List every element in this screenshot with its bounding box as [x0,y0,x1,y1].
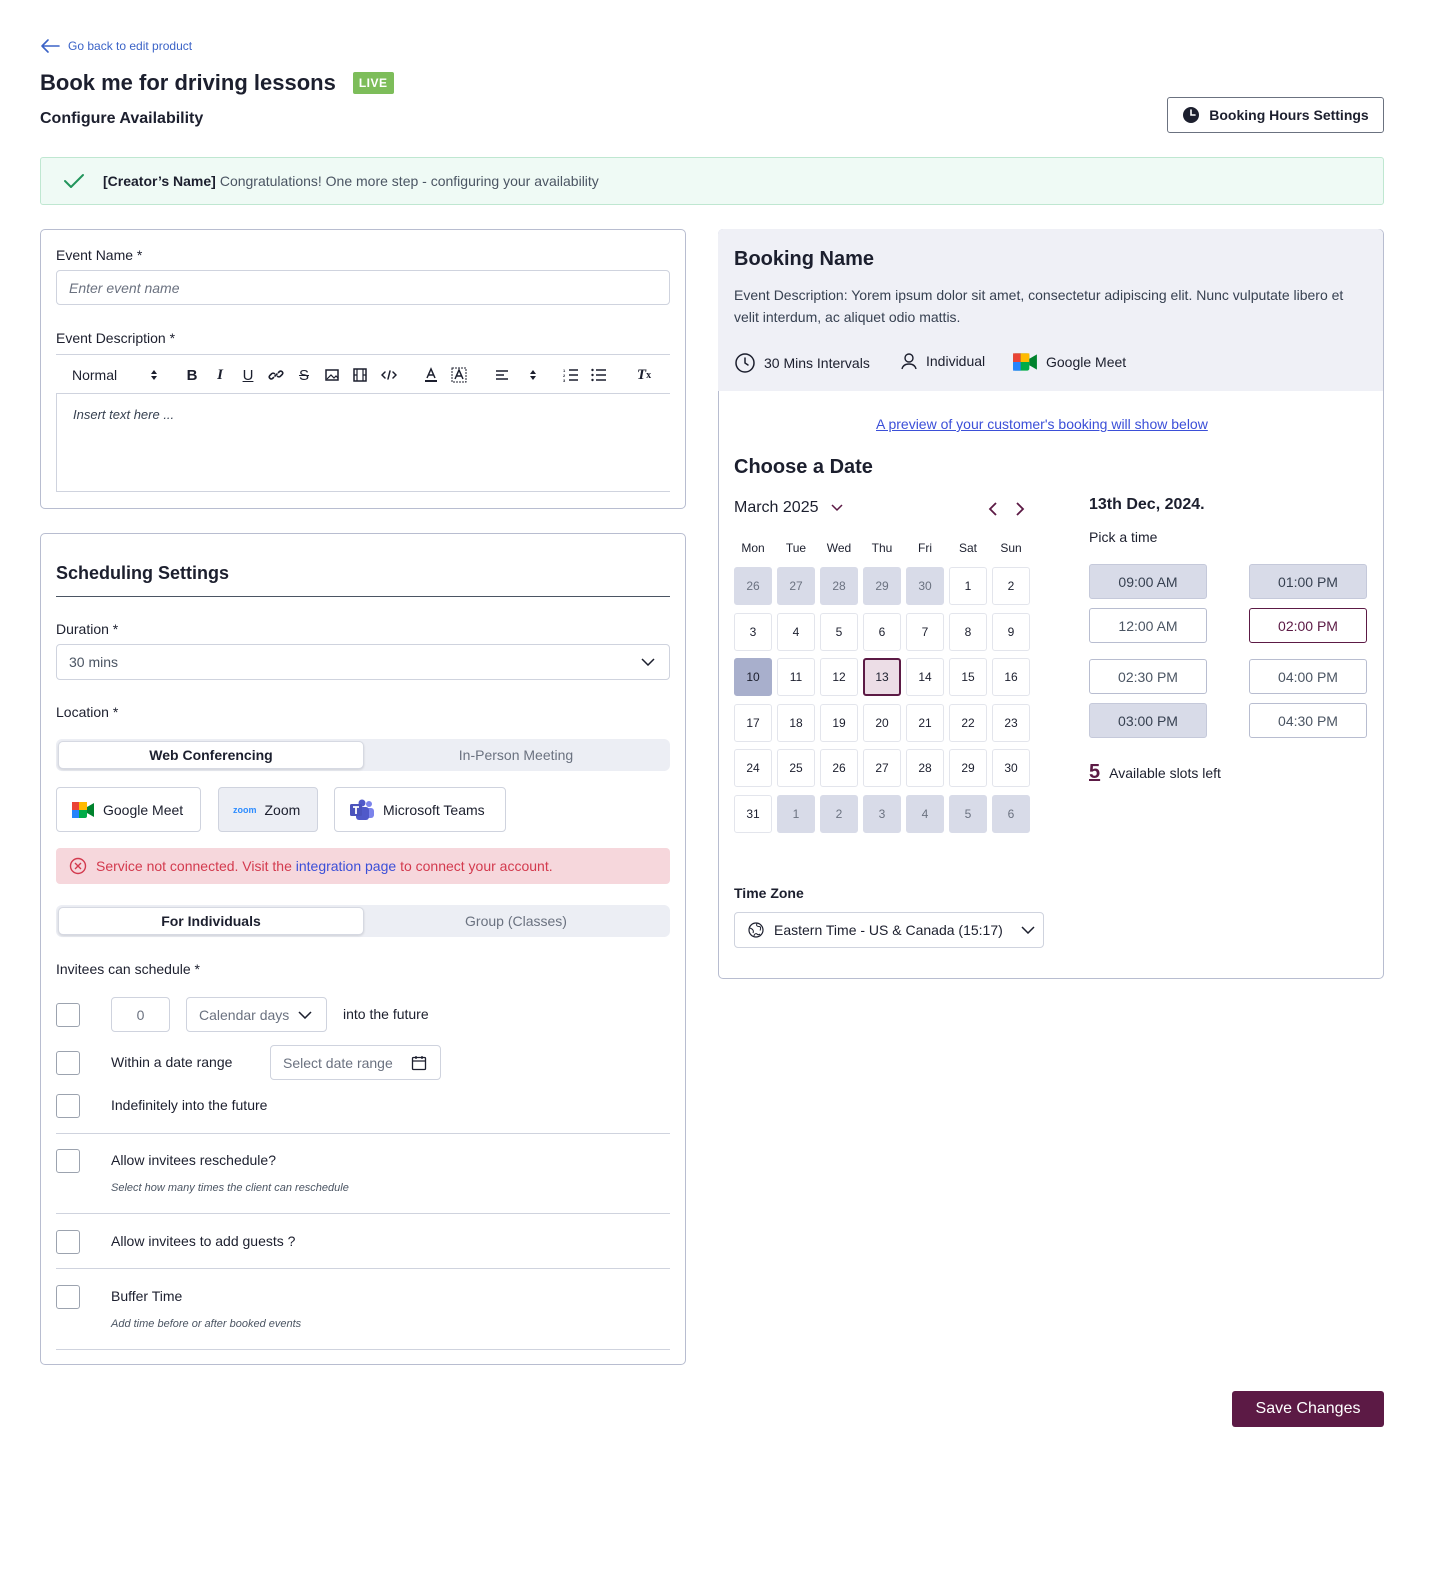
calendar-day[interactable]: 22 [949,704,987,742]
within-date-range-label: Within a date range [111,1054,233,1070]
calendar-day[interactable]: 27 [777,567,815,605]
back-link[interactable] [40,38,192,54]
location-tabs [56,739,670,771]
google-meet-icon [1012,351,1038,373]
calendar-day[interactable]: 3 [863,795,901,833]
calendar-day[interactable]: 29 [863,567,901,605]
align-select-arrows-icon[interactable] [524,365,542,385]
time-slot[interactable]: 04:00 PM [1249,659,1367,694]
clock-outline-icon [734,352,756,374]
timezone-label: Time Zone [734,885,804,901]
calendar-day[interactable]: 21 [906,704,944,742]
calendar-day[interactable]: 6 [992,795,1030,833]
interval-label: 30 Mins Intervals [764,355,870,371]
time-slot[interactable]: 03:00 PM [1089,703,1207,738]
time-slot[interactable]: 02:30 PM [1089,659,1207,694]
weekday-label: Thu [871,541,893,555]
available-slots-label: Available slots left [1109,765,1221,781]
clock-icon [1182,106,1200,124]
days-count-input[interactable]: 0 [111,997,170,1032]
choose-date-title: Choose a Date [734,456,873,478]
ordered-list-icon[interactable] [562,365,580,385]
calendar-day[interactable]: 17 [734,704,772,742]
google-meet-label: Google Meet [103,801,184,818]
zoom-button[interactable] [218,787,318,832]
banner-message: Congratulations! One more step - configuring your availability [219,173,599,189]
location-label: Location * [56,704,119,720]
calendar-day[interactable]: 26 [734,567,772,605]
user-icon [900,352,918,370]
bold-icon[interactable]: B [186,366,198,384]
svg-text:3: 3 [563,378,566,382]
text-color-icon[interactable] [422,365,440,385]
section-rule [56,596,670,597]
calendar-day[interactable]: 2 [820,795,858,833]
calendar-day[interactable]: 27 [863,749,901,787]
tab-in-person-meeting[interactable]: In-Person Meeting [458,747,574,763]
error-suffix: to connect your account. [400,858,553,874]
highlight-color-icon[interactable] [450,365,468,385]
days-unit-value: Calendar days [199,1006,290,1023]
booking-type-tabs [56,905,670,937]
booking-description: Event Description: Yorem ipsum dolor sit amet, consectetur adipiscing elit. Nunc vulputate libero et velit interdum, ac aliquet odio mattis. [734,287,1344,325]
page-title: Book me for driving lessons [40,70,336,95]
success-banner [40,157,1384,205]
platform-meta [1012,351,1126,373]
date-range-placeholder: Select date range [283,1054,393,1071]
error-circle-icon [69,857,87,875]
calendar-day[interactable]: 16 [992,658,1030,696]
reschedule-hint: Select how many times the client can reschedule [111,1182,349,1194]
calendar-day[interactable]: 11 [777,658,815,696]
calendar-day[interactable]: 25 [777,749,815,787]
duration-select[interactable] [56,644,670,680]
calendar-day[interactable]: 6 [863,613,901,651]
align-left-icon[interactable] [493,365,511,385]
preview-link[interactable]: A preview of your customer's booking will show below [876,416,1208,432]
divider [56,1133,670,1134]
calendar-day[interactable]: 26 [820,749,858,787]
interval-meta [734,352,870,374]
type-label: Individual [926,353,986,369]
integration-page-link[interactable]: integration page [295,858,397,874]
check-icon [63,173,85,189]
calendar-day[interactable]: 30 [906,567,944,605]
calendar-day[interactable]: 3 [734,613,772,651]
reschedule-label: Allow invitees reschedule? [111,1152,276,1168]
calendar-day-selected[interactable]: 13 [863,658,901,696]
underline-icon[interactable]: U [242,366,254,384]
duration-value: 30 mins [69,654,119,670]
add-guests-checkbox[interactable] [56,1230,80,1254]
calendar-day[interactable]: 28 [820,567,858,605]
arrow-left-icon [40,38,60,54]
microsoft-teams-label: Microsoft Teams [383,801,485,818]
link-icon[interactable] [267,365,285,385]
type-meta [900,352,985,370]
booking-hours-settings-label: Booking Hours Settings [1209,107,1369,123]
live-badge: LIVE [353,72,394,94]
calendar-day[interactable]: 1 [949,567,987,605]
weekday-label: Fri [918,541,932,555]
indefinitely-checkbox[interactable] [56,1094,80,1118]
reschedule-checkbox[interactable] [56,1149,80,1173]
calendar-day[interactable]: 4 [777,613,815,651]
sort-arrows-icon [150,369,158,381]
svg-text:2: 2 [563,373,566,378]
google-meet-button[interactable] [56,787,201,832]
tab-group-classes[interactable]: Group (Classes) [465,913,567,929]
selected-date-label: 13th Dec, 2024. [1089,496,1205,513]
time-slot[interactable]: 04:30 PM [1249,703,1367,738]
buffer-time-hint: Add time before or after booked events [111,1318,302,1330]
code-icon[interactable] [379,365,399,385]
available-slots [1089,761,1221,784]
calendar-day[interactable]: 7 [906,613,944,651]
calendar-day[interactable]: 20 [863,704,901,742]
service-error-alert [56,848,670,884]
tab-web-conferencing[interactable]: Web Conferencing [58,741,364,769]
save-changes-button[interactable]: Save Changes [1232,1391,1384,1427]
next-month-icon[interactable] [1014,501,1026,517]
calendar-day[interactable]: 12 [820,658,858,696]
strikethrough-icon[interactable]: S [298,366,309,384]
italic-icon[interactable]: I [217,366,223,383]
zoom-icon: zoom [233,804,257,815]
booking-hours-settings-button[interactable] [1167,97,1384,133]
weekday-label: Wed [826,541,852,555]
page-header [40,70,394,96]
video-icon[interactable] [351,365,369,385]
date-range-input[interactable] [270,1045,441,1080]
calendar-day[interactable]: 9 [992,613,1030,651]
calendar-day[interactable]: 19 [820,704,858,742]
indefinitely-label: Indefinitely into the future [111,1097,268,1113]
duration-label: Duration * [56,621,119,637]
calendar-day[interactable]: 29 [949,749,987,787]
divider [56,1213,670,1214]
format-select-value: Normal [72,367,118,383]
microsoft-teams-icon [349,799,375,821]
weekday-label: Mon [741,541,765,555]
calendar-day[interactable]: 2 [992,567,1030,605]
bullet-list-icon[interactable] [590,365,608,385]
time-slot-selected[interactable]: 02:00 PM [1249,608,1367,643]
days-unit-select[interactable] [186,997,327,1032]
calendar-day[interactable]: 23 [992,704,1030,742]
weekday-label: Sun [1000,541,1022,555]
description-editor[interactable]: Insert text here ... [56,394,670,492]
calendar-day[interactable]: 18 [777,704,815,742]
back-link-label: Go back to edit product [68,39,193,53]
error-prefix: Service not connected. Visit the [96,858,292,874]
chevron-down-icon [298,1011,312,1019]
month-label: March 2025 [734,499,819,516]
globe-icon [748,922,764,938]
calendar-icon [411,1055,427,1071]
calendar-day[interactable]: 28 [906,749,944,787]
buffer-time-label: Buffer Time [111,1288,183,1304]
booking-name-title: Booking Name [734,248,875,270]
tab-for-individuals[interactable]: For Individuals [58,907,364,935]
date-range-checkbox[interactable] [56,1051,80,1075]
timezone-select[interactable] [734,912,1044,948]
calendar-day[interactable]: 15 [949,658,987,696]
invitees-can-schedule-label: Invitees can schedule * [56,961,200,977]
platform-label: Google Meet [1046,354,1127,370]
page-subtitle: Configure Availability [40,110,204,127]
calendar-day[interactable]: 24 [734,749,772,787]
available-slots-count: 5 [1089,761,1101,783]
scheduling-settings-title: Scheduling Settings [56,563,230,583]
microsoft-teams-button[interactable] [334,787,506,832]
calendar-day[interactable]: 1 [777,795,815,833]
chevron-down-icon [641,658,655,666]
svg-text:1: 1 [563,368,566,373]
zoom-label: Zoom [264,801,301,818]
month-select[interactable] [734,499,843,517]
event-description-label: Event Description * [56,330,176,346]
time-slot[interactable]: 12:00 AM [1089,608,1207,643]
calendar-day[interactable]: 10 [734,658,772,696]
divider [56,1349,670,1350]
rich-text-toolbar [56,354,670,394]
buffer-time-checkbox[interactable] [56,1285,80,1309]
time-slot[interactable]: 01:00 PM [1249,564,1367,599]
calendar-day[interactable]: 30 [992,749,1030,787]
chevron-down-icon [1021,926,1035,934]
divider [56,1268,670,1269]
add-guests-label: Allow invitees to add guests ? [111,1233,296,1249]
calendar-day[interactable]: 14 [906,658,944,696]
image-icon[interactable] [323,365,341,385]
banner-creator-name: [Creator’s Name] [103,173,216,189]
time-slot[interactable]: 09:00 AM [1089,564,1207,599]
timezone-value: Eastern Time - US & Canada (15:17) [774,922,1003,938]
calendar-day[interactable]: 5 [820,613,858,651]
into-the-future-label: into the future [343,1006,429,1022]
event-name-input[interactable]: Enter event name [56,270,670,305]
calendar-day[interactable]: 31 [734,795,772,833]
format-select[interactable] [72,365,158,385]
weekday-label: Tue [785,541,807,555]
calendar-day[interactable]: 5 [949,795,987,833]
weekday-label: Sat [958,541,977,555]
prev-month-icon[interactable] [987,501,999,517]
calendar-day[interactable]: 4 [906,795,944,833]
google-meet-icon [71,800,95,820]
clear-format-icon[interactable]: T x [636,366,652,383]
chevron-down-icon [831,504,843,512]
calendar-days-checkbox[interactable] [56,1003,80,1027]
event-name-label: Event Name * [56,247,143,263]
pick-time-label: Pick a time [1089,529,1158,545]
calendar-day[interactable]: 8 [949,613,987,651]
